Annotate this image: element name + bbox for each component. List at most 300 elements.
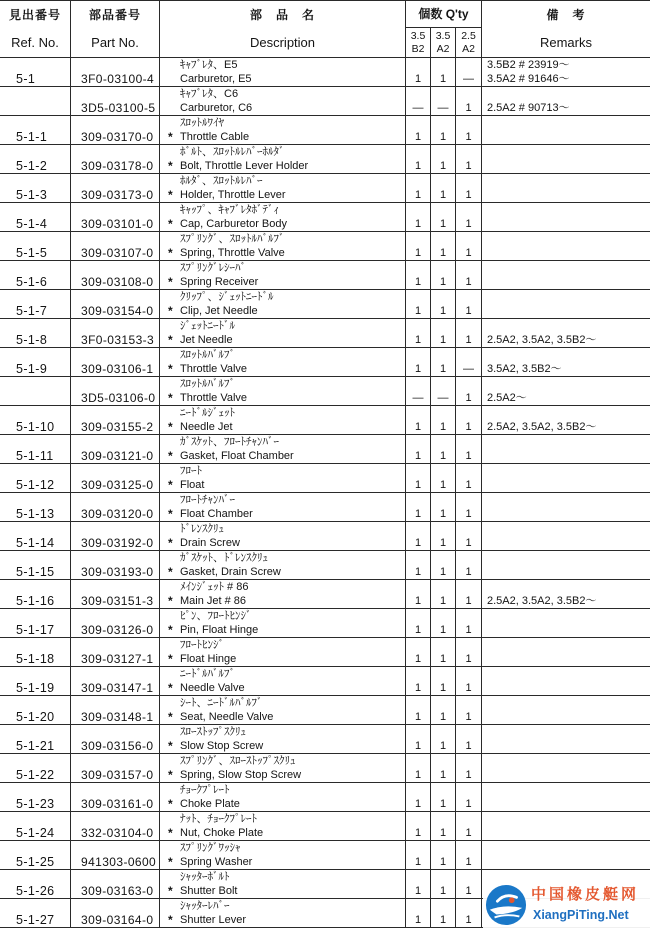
qty-value: 1 (465, 247, 472, 259)
ref-no: 5-1-4 (16, 217, 48, 231)
asterisk-mark: * (168, 507, 173, 521)
remarks-text: 2.5A2 # 90713～ (487, 102, 570, 114)
description-jp: ﾋﾟﾝ、ﾌﾛｰﾄﾋﾝｼﾞ (180, 610, 252, 622)
description-en: Spring Washer (180, 856, 253, 868)
qty-value: 1 (414, 914, 422, 926)
qty-cell (406, 58, 431, 86)
ref-no: 5-1-23 (16, 797, 55, 811)
part-no: 309-03125-0 (81, 478, 154, 492)
qty-value: 1 (414, 769, 422, 781)
description-cell (160, 232, 406, 260)
qty-cell (431, 261, 456, 289)
ref-no-cell (0, 522, 71, 550)
description-en: Cap, Carburetor Body (180, 218, 287, 230)
part-no: 309-03161-0 (81, 797, 154, 811)
qty-cell (431, 464, 456, 492)
description-en: Needle Jet (180, 421, 233, 433)
remarks-cell (482, 696, 650, 724)
asterisk-mark: * (168, 333, 173, 347)
part-no: 309-03127-1 (81, 652, 154, 666)
ref-no-cell (0, 899, 71, 927)
description-cell (160, 609, 406, 637)
table-row (0, 377, 650, 406)
description-cell (160, 377, 406, 405)
asterisk-mark: * (168, 797, 173, 811)
qty-cell (431, 203, 456, 231)
description-en: Throttle Valve (180, 363, 248, 375)
part-no: 309-03106-1 (81, 362, 154, 376)
ref-no-cell (0, 261, 71, 289)
description-cell (160, 638, 406, 666)
qty-value: 1 (439, 218, 447, 230)
qty-value: 1 (465, 566, 472, 578)
ref-no: 5-1 (16, 72, 36, 86)
qty-cell (456, 87, 482, 115)
remarks-text: 2.5A2, 3.5A2, 3.5B2～ (487, 595, 597, 607)
qty-value: — (463, 363, 474, 375)
ref-no: 5-1-16 (16, 594, 55, 608)
table-row (0, 725, 650, 754)
qty-cell (406, 87, 431, 115)
qty-cell (431, 696, 456, 724)
description-en: Bolt, Throttle Lever Holder (180, 160, 309, 172)
part-no: 309-03154-0 (81, 304, 154, 318)
qty-cell (456, 319, 482, 347)
qty-value: — (412, 102, 424, 114)
part-no-cell (71, 580, 160, 608)
table-row (0, 609, 650, 638)
description-en: Float Chamber (180, 508, 253, 520)
qty-value: — (463, 73, 474, 85)
description-en: Spring, Slow Stop Screw (180, 769, 302, 781)
part-no: 309-03192-0 (81, 536, 154, 550)
ref-no-cell (0, 609, 71, 637)
description-jp: ｽﾌﾟﾘﾝｸﾞ、ｽﾛｰｽﾄｯﾌﾟｽｸﾘｭ (180, 755, 296, 767)
remarks-cell (482, 58, 650, 86)
asterisk-mark: * (168, 304, 173, 318)
description-cell (160, 435, 406, 463)
qty-value: 1 (465, 827, 472, 839)
qty-cell (456, 609, 482, 637)
qty-value: 1 (414, 827, 422, 839)
remarks-cell (482, 725, 650, 753)
part-no-cell (71, 145, 160, 173)
table-row (0, 290, 650, 319)
qty-value: 1 (439, 914, 447, 926)
table-row (0, 58, 650, 87)
asterisk-mark: * (168, 130, 173, 144)
qty-value: 1 (414, 450, 422, 462)
description-jp: ｷｬｯﾌﾟ、ｷｬﾌﾞﾚﾀﾎﾞﾃﾞｨ (180, 204, 279, 216)
part-no-cell (71, 812, 160, 840)
asterisk-mark: * (168, 681, 173, 695)
ref-no: 5-1-27 (16, 913, 55, 927)
qty-cell (431, 667, 456, 695)
ref-no: 5-1-18 (16, 652, 55, 666)
ref-no-cell (0, 290, 71, 318)
qty-cell (406, 406, 431, 434)
part-no-cell (71, 725, 160, 753)
description-jp: ｶﾞｽｹｯﾄ、ﾌﾛｰﾄﾁｬﾝﾊﾞｰ (180, 436, 279, 448)
qty-cell (456, 116, 482, 144)
description-en: Slow Stop Screw (180, 740, 264, 752)
ref-no: 5-1-13 (16, 507, 55, 521)
qty-value: 1 (439, 334, 447, 346)
asterisk-mark: * (168, 826, 173, 840)
qty-value: 1 (414, 566, 422, 578)
header-description (160, 1, 406, 57)
description-en: Gasket, Float Chamber (180, 450, 294, 462)
qty-cell (456, 406, 482, 434)
ref-no-cell (0, 203, 71, 231)
description-cell (160, 493, 406, 521)
part-no-cell (71, 667, 160, 695)
description-en: Pin, Float Hinge (180, 624, 259, 636)
qty-value: 1 (465, 624, 472, 636)
qty-value: 1 (414, 885, 422, 897)
part-no: 309-03101-0 (81, 217, 154, 231)
description-jp: ｽﾌﾟﾘﾝｸﾞﾜｯｼｬ (180, 842, 241, 854)
table-row (0, 348, 650, 377)
description-en: Drain Screw (180, 537, 240, 549)
description-jp: ﾌﾛｰﾄ (180, 465, 202, 477)
qty-cell (431, 725, 456, 753)
qty-value: 1 (465, 595, 472, 607)
qty-value: 1 (439, 508, 447, 520)
description-en: Seat, Needle Valve (180, 711, 274, 723)
qty-cell (406, 232, 431, 260)
qty-value: 1 (414, 276, 422, 288)
description-cell (160, 348, 406, 376)
header-qty-col-3-bottom: A2 (462, 42, 475, 55)
description-cell (160, 580, 406, 608)
qty-cell (406, 754, 431, 782)
remarks-cell (482, 493, 650, 521)
qty-value: 1 (414, 334, 422, 346)
qty-value: 1 (465, 160, 472, 172)
ref-no-cell (0, 145, 71, 173)
ref-no: 5-1-14 (16, 536, 55, 550)
qty-cell (406, 725, 431, 753)
remarks-cell (482, 203, 650, 231)
qty-value: 1 (465, 189, 472, 201)
description-cell (160, 551, 406, 579)
qty-value: 1 (414, 711, 422, 723)
remarks-cell (482, 609, 650, 637)
description-en: Nut, Choke Plate (180, 827, 264, 839)
description-cell (160, 261, 406, 289)
ref-no: 5-1-25 (16, 855, 55, 869)
description-cell (160, 754, 406, 782)
table-row (0, 493, 650, 522)
description-cell (160, 406, 406, 434)
part-no-cell (71, 58, 160, 86)
asterisk-mark: * (168, 594, 173, 608)
qty-cell (456, 783, 482, 811)
qty-value: 1 (465, 653, 472, 665)
qty-cell (456, 435, 482, 463)
description-cell (160, 87, 406, 115)
qty-value: — (437, 102, 449, 114)
qty-value: 1 (414, 160, 422, 172)
description-en: Carburetor, E5 (180, 73, 252, 85)
description-jp: ｸﾘｯﾌﾟ、ｼﾞｪｯﾄﾆｰﾄﾞﾙ (180, 291, 274, 303)
description-jp: ｼﾞｪｯﾄﾆｰﾄﾞﾙ (180, 320, 235, 332)
qty-value: 1 (414, 479, 422, 491)
ref-no: 5-1-5 (16, 246, 48, 260)
remarks-text: 3.5B2 # 23919～ (487, 59, 570, 71)
ref-no: 5-1-8 (16, 333, 48, 347)
table-row (0, 783, 650, 812)
description-jp: ｽﾛｰｽﾄｯﾌﾟｽｸﾘｭ (180, 726, 246, 738)
description-en: Float (180, 479, 205, 491)
description-jp: ﾌﾛｰﾄﾁｬﾝﾊﾞｰ (180, 494, 235, 506)
remarks-cell (482, 638, 650, 666)
asterisk-mark: * (168, 739, 173, 753)
asterisk-mark: * (168, 913, 173, 927)
description-jp: ｽﾛｯﾄﾙﾊﾞﾙﾌﾞ (180, 378, 235, 390)
ref-no: 5-1-15 (16, 565, 55, 579)
qty-value: 1 (414, 653, 422, 665)
table-row (0, 812, 650, 841)
qty-cell (406, 116, 431, 144)
ref-no: 5-1-24 (16, 826, 55, 840)
qty-value: 1 (414, 189, 422, 201)
asterisk-mark: * (168, 710, 173, 724)
remarks-cell (482, 377, 650, 405)
qty-cell (406, 348, 431, 376)
ref-no-cell (0, 464, 71, 492)
part-no-cell (71, 638, 160, 666)
ref-no: 5-1-9 (16, 362, 48, 376)
remarks-cell (482, 551, 650, 579)
remarks-cell (482, 406, 650, 434)
qty-cell (456, 638, 482, 666)
part-no-cell (71, 870, 160, 898)
part-no-cell (71, 841, 160, 869)
asterisk-mark: * (168, 188, 173, 202)
ref-no-cell (0, 435, 71, 463)
table-header (0, 0, 650, 58)
description-jp: ｽﾌﾟﾘﾝｸﾞ、ｽﾛｯﾄﾙﾊﾞﾙﾌﾞ (180, 233, 285, 245)
qty-cell (431, 145, 456, 173)
qty-value: 1 (465, 711, 472, 723)
qty-value: 1 (465, 218, 472, 230)
qty-cell (431, 87, 456, 115)
table-row (0, 203, 650, 232)
part-no-cell (71, 87, 160, 115)
asterisk-mark: * (168, 884, 173, 898)
qty-cell (406, 551, 431, 579)
asterisk-mark: * (168, 536, 173, 550)
asterisk-mark: * (168, 768, 173, 782)
qty-value: 1 (465, 682, 472, 694)
part-no: 309-03193-0 (81, 565, 154, 579)
qty-value: 1 (465, 740, 472, 752)
part-no-cell (71, 203, 160, 231)
qty-cell (456, 870, 482, 898)
qty-cell (456, 174, 482, 202)
header-ref-no-en: Ref. No. (11, 35, 59, 50)
ref-no: 5-1-12 (16, 478, 55, 492)
qty-value: 1 (465, 131, 472, 143)
ref-no: 5-1-6 (16, 275, 48, 289)
part-no: 309-03155-2 (81, 420, 154, 434)
table-row (0, 232, 650, 261)
qty-cell (456, 232, 482, 260)
asterisk-mark: * (168, 565, 173, 579)
qty-value: 1 (439, 740, 447, 752)
qty-cell (431, 783, 456, 811)
description-cell (160, 696, 406, 724)
qty-cell (456, 696, 482, 724)
ref-no-cell (0, 841, 71, 869)
ref-no: 5-1-11 (16, 449, 54, 463)
ref-no: 5-1-22 (16, 768, 55, 782)
part-no-cell (71, 493, 160, 521)
part-no: 309-03108-0 (81, 275, 154, 289)
table-body (0, 58, 650, 928)
description-cell (160, 870, 406, 898)
header-remarks-jp: 備 考 (546, 8, 586, 22)
part-no-cell (71, 116, 160, 144)
qty-value: 1 (414, 508, 422, 520)
remarks-text: 2.5A2, 3.5A2, 3.5B2～ (487, 421, 597, 433)
qty-value: 1 (439, 827, 447, 839)
part-no-cell (71, 377, 160, 405)
ref-no-cell (0, 348, 71, 376)
qty-value: 1 (465, 479, 472, 491)
remarks-cell (482, 522, 650, 550)
part-no-cell (71, 754, 160, 782)
part-no: 309-03120-0 (81, 507, 154, 521)
ref-no: 5-1-20 (16, 710, 55, 724)
ref-no-cell (0, 377, 71, 405)
part-no: 309-03157-0 (81, 768, 154, 782)
table-row (0, 116, 650, 145)
part-no-cell (71, 522, 160, 550)
table-row (0, 145, 650, 174)
header-qty-col-3-top: 2.5 (461, 29, 476, 42)
qty-value: 1 (439, 276, 447, 288)
part-no: 3D5-03100-5 (81, 101, 156, 115)
qty-cell (406, 290, 431, 318)
qty-cell (406, 696, 431, 724)
description-en: Shutter Bolt (180, 885, 238, 897)
description-en: Choke Plate (180, 798, 240, 810)
asterisk-mark: * (168, 478, 173, 492)
table-row (0, 841, 650, 870)
qty-value: 1 (414, 798, 422, 810)
qty-cell (456, 377, 482, 405)
qty-cell (431, 870, 456, 898)
description-jp: ﾎﾞﾙﾄ、ｽﾛｯﾄﾙﾚﾊﾞｰﾎﾙﾀﾞ (180, 146, 285, 158)
description-en: Needle Valve (180, 682, 245, 694)
description-en: Main Jet # 86 (180, 595, 247, 607)
description-cell (160, 464, 406, 492)
part-no: 3D5-03106-0 (81, 391, 156, 405)
qty-cell (406, 435, 431, 463)
ref-no-cell (0, 174, 71, 202)
qty-cell (431, 609, 456, 637)
table-row (0, 696, 650, 725)
qty-cell (431, 754, 456, 782)
qty-cell (456, 203, 482, 231)
table-row (0, 435, 650, 464)
ref-no: 5-1-26 (16, 884, 55, 898)
qty-value: 1 (439, 624, 447, 636)
header-part-no-en: Part No. (91, 35, 139, 50)
remarks-cell (482, 464, 650, 492)
qty-cell (431, 377, 456, 405)
description-en: Jet Needle (180, 334, 233, 346)
remarks-cell (482, 812, 650, 840)
ref-no-cell (0, 580, 71, 608)
header-qty-col-1-top: 3.5 (410, 29, 426, 42)
qty-cell (456, 261, 482, 289)
ref-no-cell (0, 58, 71, 86)
qty-value: 1 (439, 856, 447, 868)
ref-no-cell (0, 783, 71, 811)
qty-value: 1 (439, 189, 447, 201)
description-en: Spring Receiver (180, 276, 259, 288)
part-no-cell (71, 435, 160, 463)
description-jp: ｼｬｯﾀｰﾎﾞﾙﾄ (180, 871, 230, 883)
asterisk-mark: * (168, 652, 173, 666)
description-jp: ｽﾌﾟﾘﾝｸﾞﾚｼｰﾊﾞ (180, 262, 246, 274)
qty-cell (456, 464, 482, 492)
ref-no-cell (0, 667, 71, 695)
qty-value: 1 (414, 595, 422, 607)
remarks-cell (482, 348, 650, 376)
qty-cell (456, 145, 482, 173)
description-jp: ｼｰﾄ、ﾆｰﾄﾞﾙﾊﾞﾙﾌﾞ (180, 697, 263, 709)
description-en: Spring, Throttle Valve (180, 247, 285, 259)
qty-cell (406, 464, 431, 492)
ref-no-cell (0, 696, 71, 724)
qty-value: 1 (439, 566, 447, 578)
header-qty-col-3 (456, 28, 482, 57)
qty-value: 1 (414, 856, 422, 868)
description-en: Gasket, Drain Screw (180, 566, 281, 578)
table-row (0, 580, 650, 609)
remarks-text: 2.5A2～ (487, 392, 527, 404)
remarks-cell (482, 580, 650, 608)
qty-cell (406, 319, 431, 347)
description-cell (160, 174, 406, 202)
qty-cell (456, 841, 482, 869)
description-cell (160, 899, 406, 927)
remarks-cell (482, 261, 650, 289)
ref-no-cell (0, 754, 71, 782)
qty-value: 1 (439, 682, 447, 694)
qty-cell (431, 638, 456, 666)
qty-value: 1 (465, 914, 472, 926)
description-jp: ﾁｮｰｸﾌﾟﾚｰﾄ (180, 784, 230, 796)
qty-cell (456, 290, 482, 318)
qty-cell (406, 899, 431, 927)
qty-cell (406, 812, 431, 840)
qty-cell (456, 522, 482, 550)
part-no-cell (71, 899, 160, 927)
table-row (0, 551, 650, 580)
qty-cell (406, 145, 431, 173)
asterisk-mark: * (168, 275, 173, 289)
part-no-cell (71, 406, 160, 434)
qty-value: 1 (465, 798, 472, 810)
description-en: Holder, Throttle Lever (180, 189, 286, 201)
table-row (0, 522, 650, 551)
